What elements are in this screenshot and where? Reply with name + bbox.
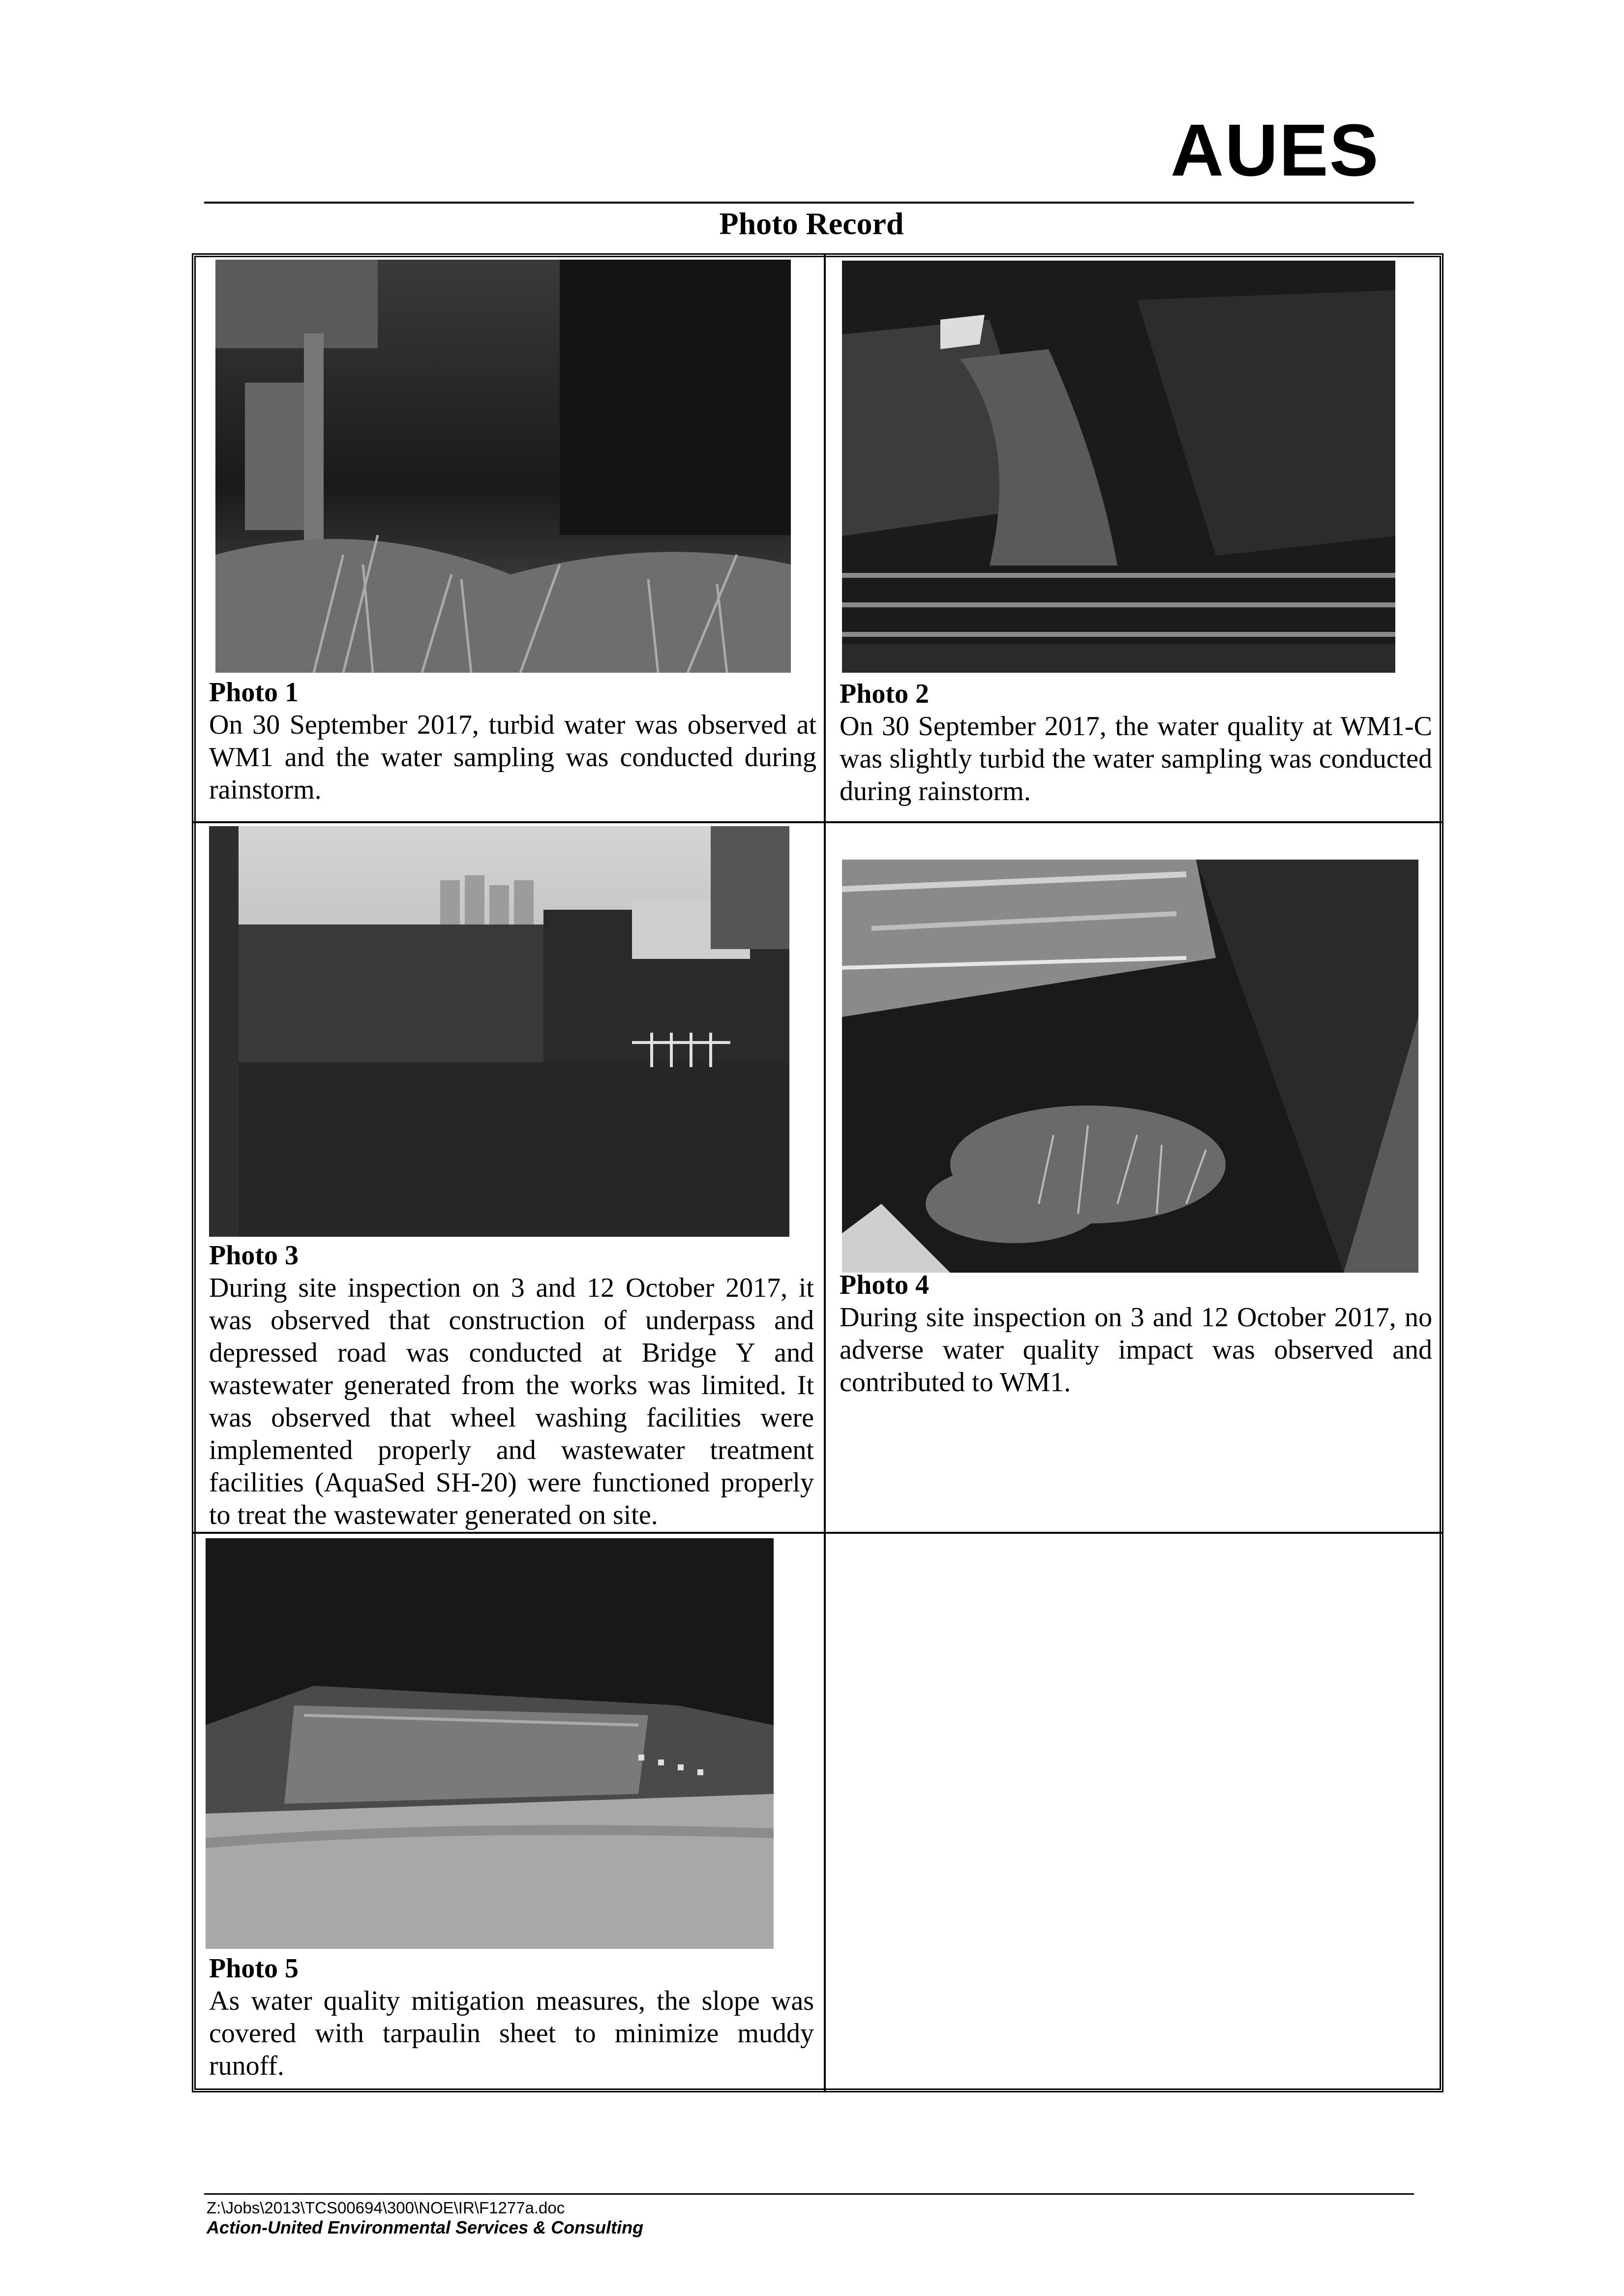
photo-4-image [842, 860, 1418, 1273]
photo-3-title: Photo 3 [209, 1240, 299, 1271]
company-logo: AUES [1171, 109, 1380, 191]
photo-1-caption: On 30 September 2017, turbid water was observed at WM1 and the water sampling was conducted during rainstorm. [209, 710, 816, 805]
photo-5-caption: As water quality mitigation measures, the slope was covered with tarpaulin sheet to minimize muddy runoff. [209, 1986, 814, 2081]
photo-2-title: Photo 2 [840, 679, 929, 709]
table-row-divider [192, 821, 1444, 823]
photo-5-title: Photo 5 [209, 1953, 299, 1984]
photo-4-title: Photo 4 [840, 1270, 929, 1300]
table-column-divider [824, 253, 826, 2092]
photo-4-caption: During site inspection on 3 and 12 October 2017, no adverse water quality impact was observed and contributed to WM1. [840, 1302, 1432, 1398]
photo-3-caption: During site inspection on 3 and 12 October 2017, it was observed that construction of underpass and depressed road was conducted at Bridge Y and wastewater generated from the works was limited. It was observed that wheel washing facilities were implemented properly and wastewater treatment facilities (AquaSed SH-20) were functioned properly to treat the wastewater generated on site. [209, 1273, 814, 1530]
photo-1-title: Photo 1 [209, 677, 299, 708]
photo-2-caption: On 30 September 2017, the water quality at WM1-C was slightly turbid the water sampling was conducted during rainstorm. [840, 711, 1432, 806]
table-row-divider [192, 1532, 1444, 1534]
footer-company-name: Action-United Environmental Services & Consulting [207, 2217, 644, 2237]
footer-file-path: Z:\Jobs\2013\TCS00694\300\NOE\IR\F1277a.doc [207, 2199, 565, 2217]
page-title: Photo Record [719, 206, 904, 241]
photo-2-image [842, 261, 1395, 673]
photo-5-image [206, 1538, 774, 1949]
footer-divider [204, 2193, 1414, 2195]
photo-1-image [215, 260, 791, 673]
photo-3-image [209, 826, 789, 1237]
